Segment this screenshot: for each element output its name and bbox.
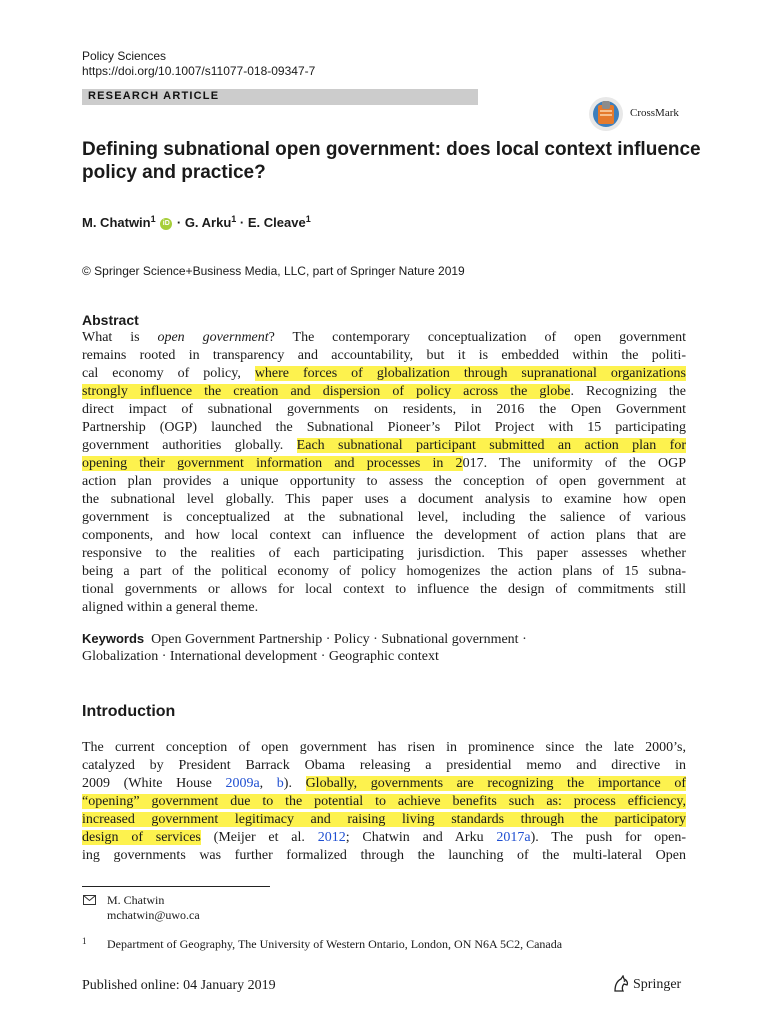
abstract-line: being a part of the political economy of policy homogenizes the action plans of 15 subna- [82, 564, 686, 579]
intro-line: ing governments was further formalized through the launching of the multi-lateral Open [82, 848, 686, 863]
affiliation-text: Department of Geography, The University of Western Ontario, London, ON N6A 5C2, Canada [107, 937, 563, 951]
abstract-heading: Abstract [82, 312, 139, 328]
abstract-line: What is open government? The contemporary conceptualization of open government [82, 330, 686, 345]
abstract-line: tional governments or allows for local context to influence the design of commitments still [82, 582, 686, 597]
highlight: increased government legitimacy and raising living standards through the participatory [82, 812, 686, 827]
abstract-line: direct impact of subnational governments on residents, in 2016 the Open Government [82, 402, 686, 417]
highlight: Globally, governments are recognizing the importance of [305, 776, 686, 791]
contact-email[interactable]: mchatwin@uwo.ca [107, 908, 200, 922]
highlight: opening their government information and processes in 2 [82, 456, 463, 471]
intro-line: catalyzed by President Barrack Obama releasing a presidential memo and directive in [82, 758, 686, 773]
highlight: Each subnational participant submitted an action plan for [296, 438, 686, 453]
abstract-line: action plan provides a unique opportunity to assess the conception of open government at [82, 474, 686, 489]
author-affil-mark: 1 [305, 214, 311, 224]
highlight: where forces of globalization through supranational organizations [254, 366, 686, 381]
abstract-line: remains rooted in transparency and accountability, but it is embedded within the politi- [82, 348, 686, 363]
envelope-icon [83, 895, 96, 905]
keywords-line: Globalization · International development · Geographic context [82, 649, 439, 664]
citation-link[interactable]: b [276, 776, 284, 791]
journal-name: Policy Sciences [82, 49, 167, 63]
keywords-line [82, 630, 686, 648]
published-date: Published online: 04 January 2019 [82, 978, 276, 993]
author-affil-mark: 1 [231, 214, 237, 224]
publisher-name: Springer [633, 977, 682, 992]
intro-line [82, 793, 686, 811]
introduction-heading: Introduction [82, 703, 176, 720]
citation-link[interactable]: 2009a [225, 776, 260, 791]
article-type-label: RESEARCH ARTICLE [88, 90, 220, 102]
abstract-line: opening their government information and processes in 2017. The uniformity of the OGP [82, 456, 686, 471]
author-name[interactable]: E. Cleave [247, 215, 306, 230]
crossmark-label: CrossMark [630, 107, 679, 119]
highlight: “opening” government due to the potential to achieve benefits such as: process efficiency, [82, 794, 686, 809]
abstract-line: Partnership (OGP) launched the Subnational Pioneer’s Pilot Project with 15 participating [82, 420, 686, 435]
doi-link[interactable]: https://doi.org/10.1007/s11077-018-09347-7 [82, 64, 316, 78]
keywords-label: Keywords [82, 631, 145, 646]
copyright-notice: © Springer Science+Business Media, LLC, part of Springer Nature 2019 [82, 264, 465, 278]
orcid-icon[interactable]: iD [160, 218, 172, 230]
abstract-line: components, and how local context can influence the development of action plans that are [82, 528, 686, 543]
abstract-line: the subnational level globally. This paper uses a document analysis to examine how open [82, 492, 686, 507]
author-name[interactable]: G. Arku [184, 215, 232, 230]
intro-line: The current conception of open government has risen in prominence since the late 2000’s, [82, 740, 686, 755]
abstract-line: government is conceptualized at the subnational level, including the salience of various [82, 510, 686, 525]
citation-link[interactable]: 2012 [317, 830, 346, 845]
author-separator: · [173, 215, 185, 230]
author-list [82, 210, 311, 232]
keywords-text: Open Government Partnership · Policy · Subnational government · [151, 632, 527, 647]
intro-line: design of services (Meijer et al. 2012; Chatwin and Arku 2017a). The push for open- [82, 830, 687, 845]
abstract-line: aligned within a general theme. [82, 600, 259, 615]
abstract-line: strongly influence the creation and dispersion of policy across the globe. Recognizing the [82, 384, 686, 399]
article-type-bar [82, 89, 478, 105]
author-affil-mark: 1 [150, 214, 156, 224]
abstract-line: government authorities globally. Each subnational participant submitted an action plan for [82, 438, 686, 453]
springer-horse-icon [612, 975, 630, 993]
author-separator: · [236, 215, 248, 230]
intro-line: 2009 (White House 2009a, b). Globally, governments are recognizing the importance of [82, 776, 686, 791]
footnote-divider [82, 886, 270, 887]
highlight: strongly influence the creation and dispersion of policy across the globe [82, 384, 571, 399]
crossmark-badge[interactable] [588, 96, 708, 132]
citation-link[interactable]: 2017a [496, 830, 531, 845]
highlight: design of services [82, 830, 201, 845]
author-name[interactable]: M. Chatwin [82, 215, 151, 230]
abstract-line: responsive to the realities of each participating jurisdiction. This paper assesses whether [82, 546, 686, 561]
affiliation-number: 1 [82, 936, 87, 946]
article-title: Defining subnational open government: does local context influence policy and practice? [82, 139, 701, 183]
abstract-line: cal economy of policy, where forces of globalization through supranational organizations [82, 366, 686, 381]
crossmark-icon [588, 96, 624, 132]
intro-line [82, 811, 686, 829]
contact-name: M. Chatwin [107, 893, 165, 907]
